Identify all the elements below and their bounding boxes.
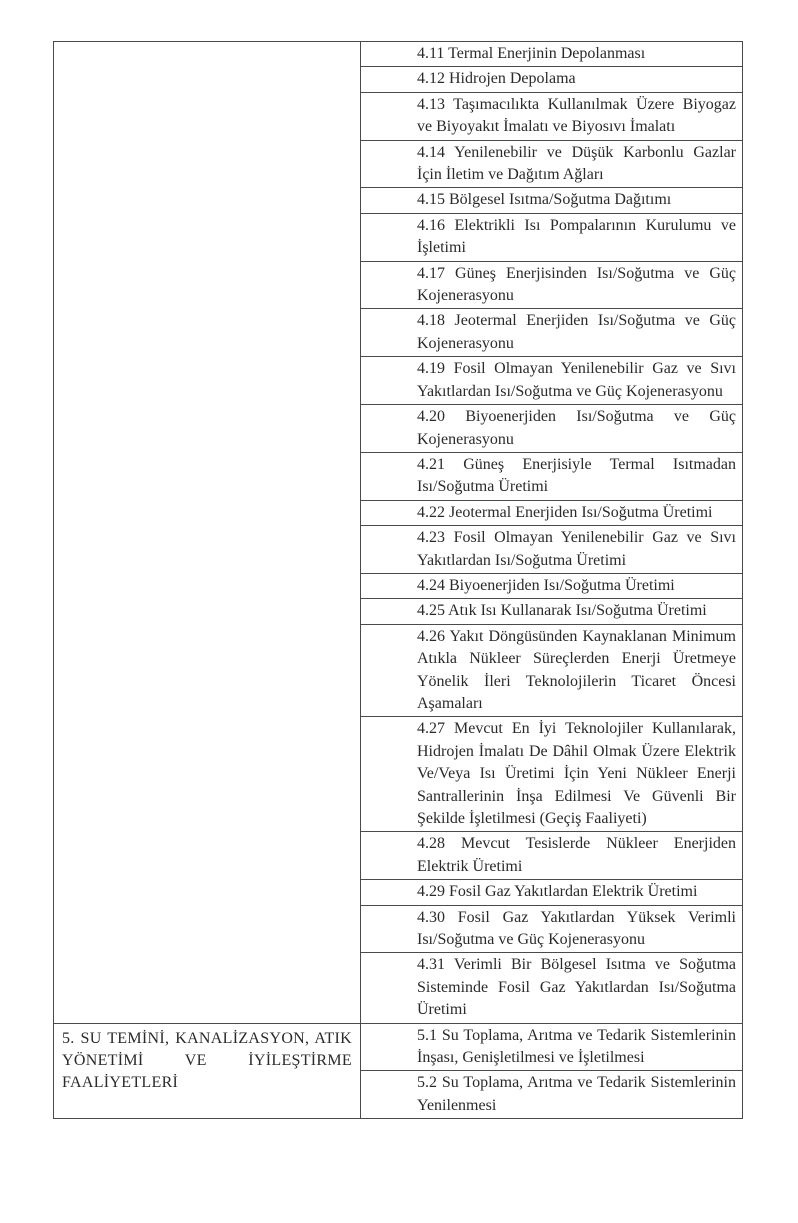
activity-label: 4.25 Atık Isı Kullanarak Isı/Soğutma Üretimi [417, 602, 707, 620]
activity-label: 4.29 Fosil Gaz Yakıtlardan Elektrik Üretimi [417, 883, 698, 901]
activity-cell [361, 213, 743, 261]
activity-label: 4.17 Güneş Enerjisinden Isı/Soğutma ve Güç Kojenerasyonu [417, 264, 736, 305]
activity-cell [361, 309, 743, 357]
activity-cell [361, 188, 743, 213]
activity-label: 4.31 Verimli Bir Bölgesel Isıtma ve Soğutma Sisteminde Fosil Gaz Yakıtlardan Isı/Soğutma Üretimi [417, 956, 736, 1019]
activity-label: 4.18 Jeotermal Enerjiden Isı/Soğutma ve Güç Kojenerasyonu [417, 312, 736, 352]
activity-cell [361, 42, 743, 67]
activity-cell [361, 261, 743, 309]
activity-label: 4.20 Biyoenerjiden Isı/Soğutma ve Güç Kojenerasyonu [417, 408, 736, 448]
activity-table-body [54, 42, 743, 1119]
activity-cell [361, 717, 743, 832]
activity-cell [361, 1071, 743, 1119]
table-row [54, 1023, 743, 1071]
activity-cell [361, 140, 743, 188]
activity-label: 5.1 Su Toplama, Arıtma ve Tedarik Sistemlerinin İnşası, Genişletilmesi ve İşletilmesi [417, 1026, 736, 1067]
activity-label: 4.15 Bölgesel Isıtma/Soğutma Dağıtımı [417, 191, 672, 209]
activity-cell [361, 452, 743, 500]
activity-cell [361, 573, 743, 598]
activity-cell [361, 92, 743, 140]
activity-cell [361, 67, 743, 92]
activity-table [53, 41, 743, 1119]
activity-label: 4.14 Yenilenebilir ve Düşük Karbonlu Gazlar İçin İletim ve Dağıtım Ağları [417, 143, 736, 184]
activity-label: 4.23 Fosil Olmayan Yenilenebilir Gaz ve Sıvı Yakıtlardan Isı/Soğutma Üretimi [417, 529, 736, 569]
activity-cell [361, 357, 743, 405]
activity-label: 4.22 Jeotermal Enerjiden Isı/Soğutma Üretimi [417, 503, 713, 521]
activity-cell [361, 526, 743, 574]
activity-label: 4.16 Elektrikli Isı Pompalarının Kurulumu ve İşletimi [417, 216, 736, 257]
activity-label: 4.13 Taşımacılıkta Kullanılmak Üzere Biyogaz ve Biyoyakıt İmalatı ve Biyosıvı İmalatı [417, 95, 736, 136]
activity-label: 4.19 Fosil Olmayan Yenilenebilir Gaz ve Sıvı Yakıtlardan Isı/Soğutma ve Güç Kojenerasyonu [417, 360, 736, 400]
activity-label: 4.21 Güneş Enerjisiyle Termal Isıtmadan Isı/Soğutma Üretimi [417, 455, 736, 496]
activity-label: 4.26 Yakıt Döngüsünden Kaynaklanan Minimum Atıkla Nükleer Süreçlerden Enerji Üretmeye Yönelik İleri Teknolojilerin Ticaret Öncesi Aşamaları [417, 627, 736, 712]
activity-label: 4.30 Fosil Gaz Yakıtlardan Yüksek Verimli Isı/Soğutma ve Güç Kojenerasyonu [417, 908, 736, 949]
activity-cell [361, 905, 743, 953]
activity-cell [361, 599, 743, 624]
sector-cell [54, 42, 361, 1024]
activity-label: 4.11 Termal Enerjinin Depolanması [417, 45, 646, 62]
sector-label: 5. SU TEMİNİ, KANALİZASYON, ATIK YÖNETİMİ VE İYİLEŞTİRME FAALİYETLERİ [62, 1029, 352, 1092]
table-row [54, 42, 743, 67]
activity-label: 4.24 Biyoenerjiden Isı/Soğutma Üretimi [417, 576, 675, 594]
activity-label: 5.2 Su Toplama, Arıtma ve Tedarik Sistemlerinin Yenilenmesi [417, 1074, 736, 1114]
activity-cell [361, 500, 743, 525]
sector-cell [54, 1023, 361, 1119]
activity-label: 4.28 Mevcut Tesislerde Nükleer Enerjiden Elektrik Üretimi [417, 835, 736, 875]
activity-cell [361, 1023, 743, 1071]
activity-cell [361, 953, 743, 1023]
activity-label: 4.27 Mevcut En İyi Teknolojiler Kullanılarak, Hidrojen İmalatı De Dâhil Olmak Üzere Elektrik Ve/Veya Isı Üretimi İçin Yeni Nükleer Enerji Santrallerinin İnşa Edilmesi Ve Güvenli Bir Şekilde İşletilmesi (Geçiş Faaliyeti) [417, 720, 736, 827]
activity-cell [361, 880, 743, 905]
activity-cell [361, 405, 743, 453]
activity-cell [361, 624, 743, 717]
activity-cell [361, 832, 743, 880]
activity-label: 4.12 Hidrojen Depolama [417, 70, 576, 88]
